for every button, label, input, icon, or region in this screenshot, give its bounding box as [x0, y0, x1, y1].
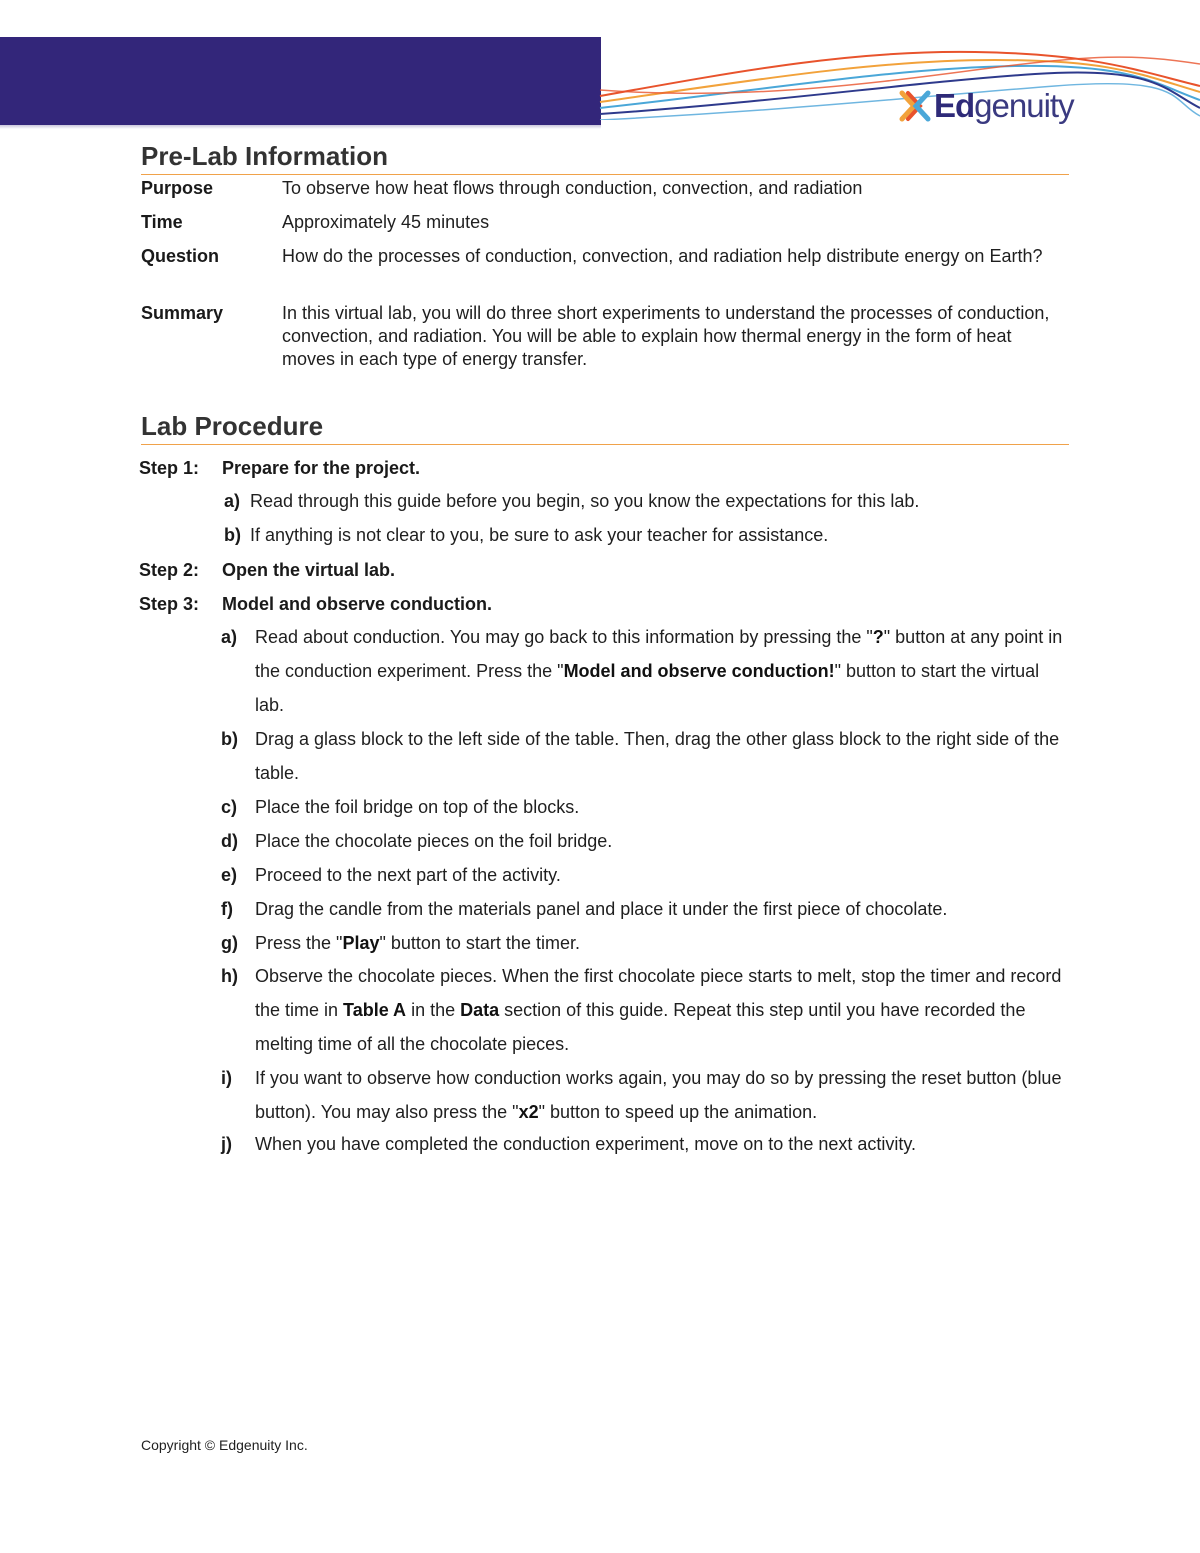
- item-letter: g): [221, 933, 238, 953]
- item-letter: a): [221, 627, 238, 647]
- edgenuity-logo: [898, 86, 1074, 126]
- item-text: Read about conduction. You may go back to this information by pressing the "?" button at any point in the conduction experiment. Press the "Model and observe conduction!" button to start the virtual lab.: [255, 627, 1063, 715]
- item-text: Place the foil bridge on top of the blocks.: [255, 797, 580, 817]
- item-letter: d): [221, 831, 238, 851]
- item-text: If anything is not clear to you, be sure to ask your teacher for assistance.: [250, 525, 829, 545]
- info-value: To observe how heat flows through conduction, convection, and radiation: [282, 178, 863, 198]
- item-text: When you have completed the conduction experiment, move on to the next activity.: [255, 1134, 917, 1154]
- item-letter: b): [221, 729, 238, 749]
- step-title: Open the virtual lab.: [222, 560, 396, 580]
- item-letter: e): [221, 865, 238, 885]
- prelab-title: Pre-Lab Information: [141, 141, 1069, 175]
- step-number: Step 1:: [139, 458, 200, 478]
- header-bar: [0, 37, 601, 125]
- info-value: How do the processes of conduction, convection, and radiation help distribute energy on Earth?: [282, 246, 1043, 266]
- info-label: Summary: [141, 303, 224, 323]
- item-letter: f): [221, 899, 233, 919]
- item-text: Drag a glass block to the left side of the table. Then, drag the other glass block to the right side of the table.: [255, 729, 1060, 783]
- item-letter: i): [221, 1068, 232, 1088]
- info-value: In this virtual lab, you will do three short experiments to understand the processes of conduction, convection, and radiation. You will be able to explain how thermal energy in the form of heat moves in each type of energy transfer.: [282, 303, 1050, 369]
- step-title: Model and observe conduction.: [222, 594, 493, 614]
- info-label: Question: [141, 246, 220, 266]
- step-number: Step 3:: [139, 594, 200, 614]
- procedure-title: Lab Procedure: [141, 411, 1069, 445]
- item-letter: a): [224, 491, 241, 511]
- info-value: Approximately 45 minutes: [282, 212, 490, 232]
- edgenuity-x-icon: [898, 89, 932, 123]
- item-letter: j): [221, 1134, 232, 1154]
- copyright-footer: Copyright © Edgenuity Inc.: [141, 1437, 308, 1453]
- info-label: Purpose: [141, 178, 214, 198]
- item-letter: h): [221, 966, 238, 986]
- item-text: Observe the chocolate pieces. When the first chocolate piece starts to melt, stop the timer and record the time in Table A in the Data section of this guide. Repeat this step until you have recorded the melting time of all the chocolate pieces.: [255, 966, 1062, 1054]
- step-title: Prepare for the project.: [222, 458, 421, 478]
- item-text: Drag the candle from the materials panel and place it under the first piece of chocolate.: [255, 899, 948, 919]
- item-letter: c): [221, 797, 238, 817]
- item-text: Proceed to the next part of the activity.: [255, 865, 561, 885]
- step-number: Step 2:: [139, 560, 200, 580]
- item-text: Press the "Play" button to start the timer.: [255, 933, 580, 953]
- logo-wordmark: Edgenuity: [934, 87, 1074, 124]
- info-label: Time: [141, 212, 183, 232]
- item-text: If you want to observe how conduction works again, you may do so by pressing the reset button (blue button). You may also press the "x2" button to speed up the animation.: [255, 1068, 1062, 1122]
- item-text: Place the chocolate pieces on the foil bridge.: [255, 831, 613, 851]
- item-text: Read through this guide before you begin, so you know the expectations for this lab.: [250, 491, 920, 511]
- item-letter: b): [224, 525, 241, 545]
